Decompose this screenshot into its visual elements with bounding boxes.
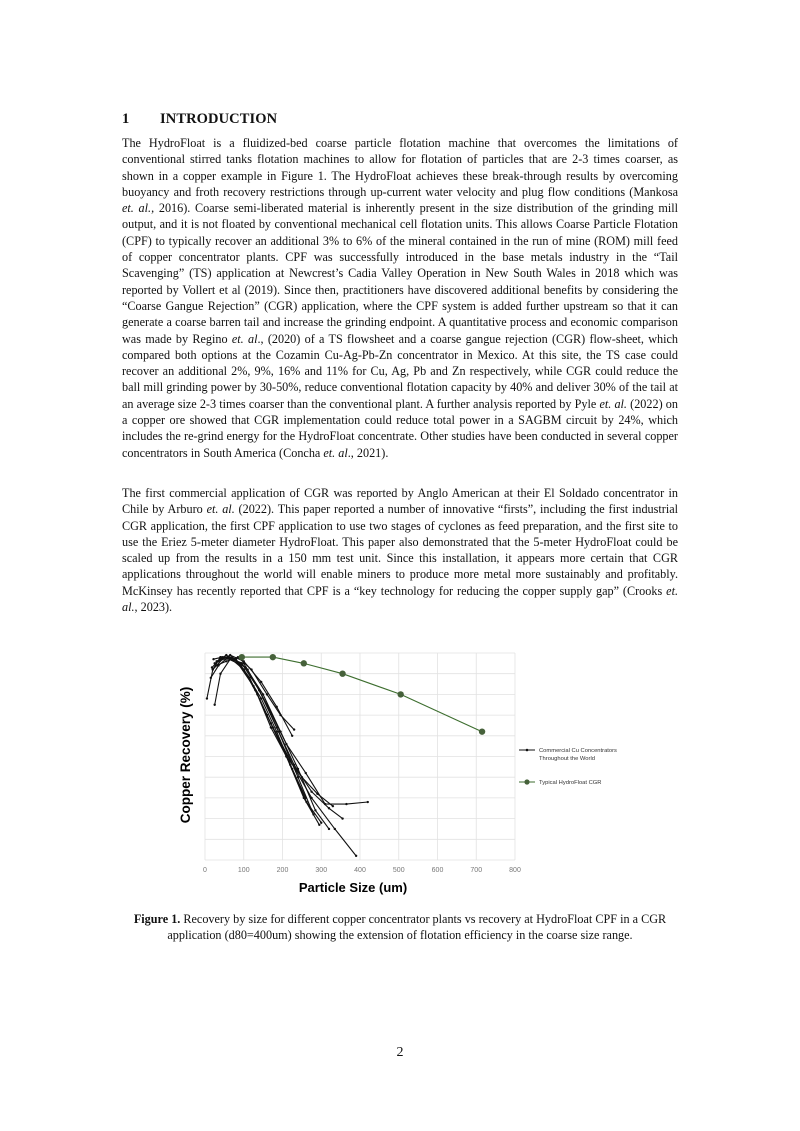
y-axis-label: Copper Recovery (%) bbox=[178, 686, 193, 824]
commercial-point bbox=[367, 801, 369, 803]
commercial-line bbox=[213, 657, 329, 829]
hydrofloat-point bbox=[239, 654, 245, 660]
para2-run: The first commercial application of CGR was reported by Anglo American at their El Soldado concentrator in Chile by Arburo bbox=[122, 486, 678, 517]
commercial-point bbox=[243, 668, 245, 670]
commercial-point bbox=[305, 797, 307, 799]
x-tick-label: 200 bbox=[276, 867, 289, 874]
caption-label: Figure 1. bbox=[133, 912, 181, 926]
commercial-point bbox=[289, 764, 291, 766]
commercial-point bbox=[318, 824, 320, 826]
commercial-point bbox=[314, 809, 316, 811]
commercial-point bbox=[211, 666, 213, 668]
commercial-point bbox=[260, 697, 262, 699]
figure-1 bbox=[170, 650, 650, 900]
legend-label: Throughout the World bbox=[539, 756, 595, 762]
commercial-point bbox=[213, 662, 215, 664]
x-tick-label: 700 bbox=[470, 867, 483, 874]
commercial-point bbox=[334, 828, 336, 830]
figure-caption bbox=[122, 911, 678, 944]
legend-label: Typical HydroFloat CGR bbox=[539, 780, 602, 786]
legend-marker bbox=[526, 749, 529, 752]
legend-label: Commercial Cu Concentrators bbox=[539, 748, 617, 754]
para1-run: 2016). Coarse semi-liberated material is inherently present in the size distribution of the grinding mill output, and it is not floated by conventional mechanical cell flotation units. This allows Coarse Particle Flotation (CPF) to typically recover an additional 3% to 6% of the mineral contained in the run of mine (ROM) mill feed of copper concentrator plants. CPF was successfully introduced in the base metals industry in the “Tail Scavenging” (TS) application at Newcrest’s Cadia Valley Operation in New South Wales in 2018 which was reported by Vollert et al (2019). Since then, practitioners have discovered additional benefits by considering the “Coarse Gangue Rejection” (CGR) application, where the CPF system is added further upstream so that it can generate a coarse barren tail and increase the grinding endpoint. A quantitative process and economic comparison was made by Regino bbox=[122, 201, 679, 346]
commercial-line bbox=[207, 659, 368, 804]
x-axis-label: Particle Size (um) bbox=[298, 880, 408, 895]
commercial-point bbox=[279, 714, 281, 716]
x-tick-label: 300 bbox=[315, 867, 328, 874]
x-tick-label: 500 bbox=[392, 867, 405, 874]
commercial-point bbox=[217, 660, 219, 662]
para2-run: (2022). This paper reported a number of innovative “firsts”, including the first industrial CGR application, the first CPF application to use two stages of cyclones as feed preparation, and the first site to use the Eriez 5-meter diameter HydroFloat. This paper also demonstrated that the 5-meter HydroFloat could be scaled up from the results in a 150 mm test unit. Since this installation, it appears more certain that CGR applications throughout the world will enable miners to produce more metal more sustainably and profitably. McKinsey has recently reported that CPF is a “key technology for reducing the copper supply gap” (Crooks bbox=[122, 502, 679, 598]
para2-run: , 2023). bbox=[134, 600, 173, 615]
section-title: INTRODUCTION bbox=[160, 111, 278, 127]
commercial-point bbox=[212, 668, 214, 670]
hydrofloat-point bbox=[270, 654, 276, 660]
para1-run: et. al bbox=[323, 445, 348, 460]
paragraph-1 bbox=[122, 135, 678, 461]
commercial-point bbox=[328, 828, 330, 830]
commercial-point bbox=[266, 693, 268, 695]
commercial-point bbox=[258, 689, 260, 691]
commercial-point bbox=[213, 704, 215, 706]
commercial-point bbox=[215, 664, 217, 666]
commercial-point bbox=[219, 656, 221, 658]
x-tick-label: 400 bbox=[354, 867, 366, 874]
commercial-point bbox=[225, 660, 227, 662]
para1-run: (2022) on a copper ore showed that CGR implementation could reduce total power in a SAGBM circuit by 24%, which includes the re-grind energy for the HydroFloat concentrate. Other studies have been conducted in several copper concentrators in South America (Concha bbox=[122, 396, 678, 460]
commercial-point bbox=[229, 654, 231, 656]
x-tick-labels bbox=[203, 867, 521, 874]
x-tick-label: 0 bbox=[203, 867, 207, 874]
commercial-point bbox=[293, 728, 295, 730]
commercial-point bbox=[285, 755, 287, 757]
commercial-line bbox=[217, 655, 306, 798]
para1-run: et. al., bbox=[122, 201, 155, 216]
para2-run: et. al. bbox=[122, 583, 678, 615]
commercial-point bbox=[297, 776, 299, 778]
para1-run: et. al. bbox=[599, 396, 627, 411]
commercial-point bbox=[310, 797, 312, 799]
commercial-point bbox=[332, 805, 334, 807]
commercial-point bbox=[262, 693, 264, 695]
commercial-point bbox=[291, 735, 293, 737]
commercial-point bbox=[275, 726, 277, 728]
hydrofloat-point bbox=[479, 728, 485, 734]
recovery-chart bbox=[170, 650, 650, 900]
x-tick-label: 800 bbox=[509, 867, 521, 874]
commercial-point bbox=[210, 677, 212, 679]
commercial-point bbox=[312, 813, 314, 815]
para1-run: ., 2021). bbox=[347, 445, 389, 460]
commercial-point bbox=[219, 673, 221, 675]
commercial-point bbox=[250, 668, 252, 670]
x-tick-label: 600 bbox=[431, 867, 444, 874]
commercial-point bbox=[328, 807, 330, 809]
commercial-point bbox=[341, 817, 343, 819]
section-heading bbox=[122, 111, 277, 128]
page-number: 2 bbox=[396, 1045, 404, 1060]
hydrofloat-point bbox=[339, 671, 345, 677]
commercial-line bbox=[214, 657, 320, 825]
legend-marker bbox=[524, 779, 529, 784]
commercial-point bbox=[345, 803, 347, 805]
commercial-point bbox=[316, 793, 318, 795]
para1-run: ., (2020) of a TS flowsheet and a coarse gangue rejection (CGR) flow-sheet, which compared both options at the Cozamin Cu-Ag-Pb-Zn concentrator in Mexico. At this site, the TS case could recover an additional 2%, 9%, 16% and 11% for Cu, Ag, Pb and Zn respectively, while CGR could reduce the ball mill grinding power by 30-50%, reduce conventional flotation capacity by 40% and deliver 30% of the tail at an average size 2-3 times coarser than the conventional plant. A further analysis reported by Pyle bbox=[122, 331, 679, 411]
commercial-point bbox=[270, 726, 272, 728]
commercial-point bbox=[310, 790, 312, 792]
commercial-point bbox=[301, 776, 303, 778]
section-number: 1 bbox=[122, 111, 130, 127]
para1-run: et. al bbox=[231, 331, 258, 346]
commercial-line bbox=[219, 655, 293, 736]
x-tick-label: 100 bbox=[237, 867, 250, 874]
commercial-point bbox=[206, 697, 208, 699]
hydrofloat-point bbox=[397, 691, 403, 697]
commercial-point bbox=[225, 654, 227, 656]
para2-run: et. al. bbox=[206, 502, 235, 517]
para1-run: The HydroFloat is a fluidized-bed coarse particle flotation machine that overcomes the limitations of conventional stirred tanks flotation machines to allow for flotation of particles that are 2-3 times coarser, as shown in a copper example in Figure 1. The HydroFloat achieves these break-through results by overcoming buoyancy and froth recovery restrictions through up-current water velocity and plug flow conditions (Mankosa bbox=[122, 136, 678, 199]
commercial-point bbox=[355, 855, 357, 857]
commercial-point bbox=[305, 801, 307, 803]
hydrofloat-point bbox=[301, 660, 307, 666]
commercial-point bbox=[256, 693, 258, 695]
commercial-point bbox=[212, 658, 214, 660]
commercial-point bbox=[320, 822, 322, 824]
caption-text: Recovery by size for different copper concentrator plants vs recovery at HydroFloat CPF in a CGR application (d80=400um) showing the extension of flotation efficiency in the coarse size range. bbox=[167, 912, 667, 943]
paragraph-2 bbox=[122, 485, 678, 615]
series-lines bbox=[206, 654, 486, 857]
commercial-point bbox=[305, 772, 307, 774]
chart-legend bbox=[519, 748, 617, 786]
